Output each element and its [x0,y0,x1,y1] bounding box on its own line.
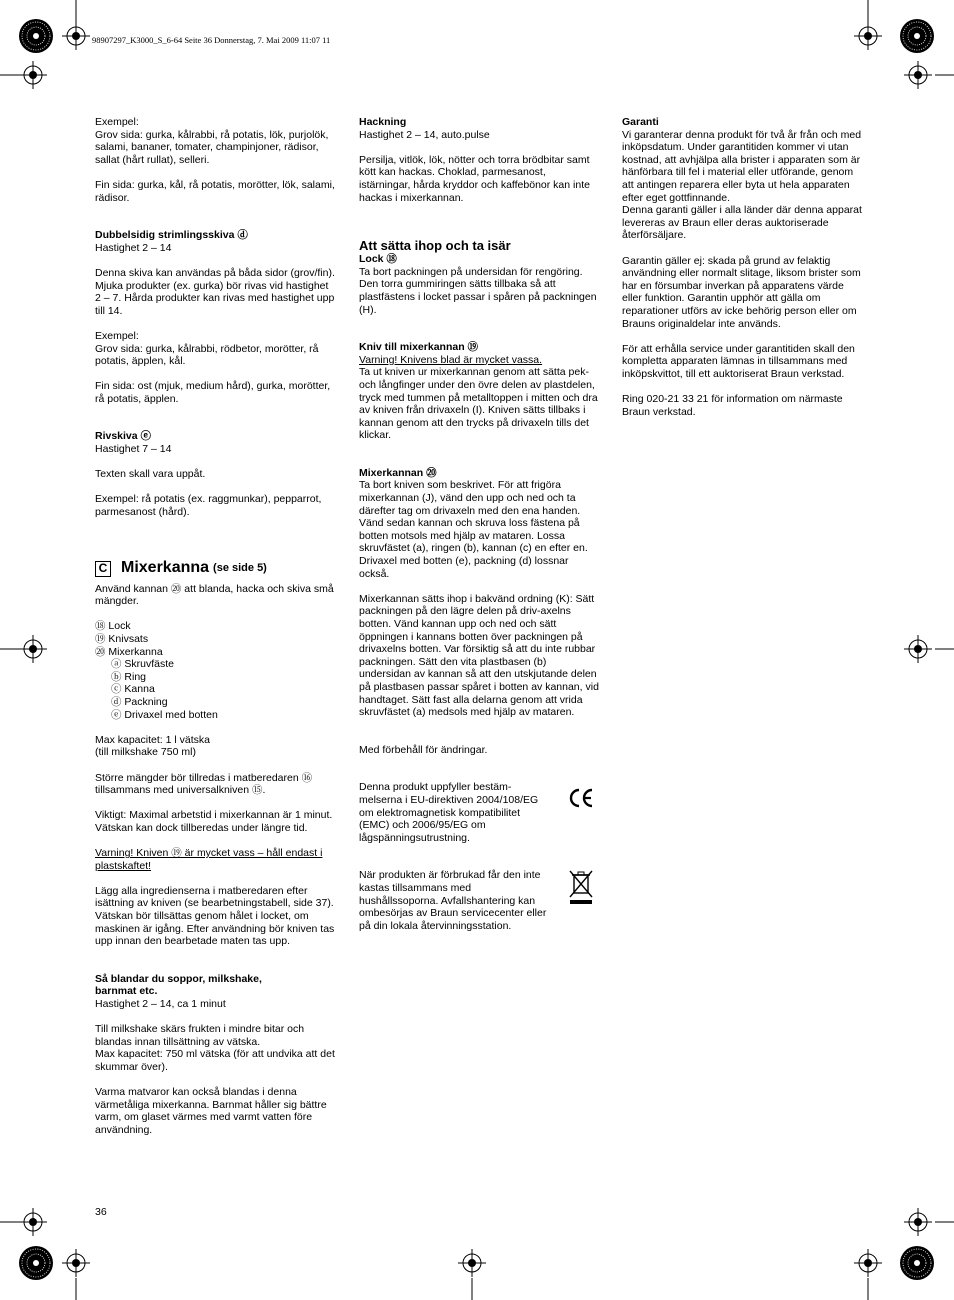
ce-mark-icon [567,787,599,813]
example-heading-2: Exempel: [95,329,139,342]
crossed-bin-icon [567,869,599,909]
section-letter-box: C [95,561,111,577]
warranty-text-5: Ring 020-21 33 21 för information om närmaste Braun verkstad. [622,393,843,418]
knife-warning: Varning! Kniven ⑲ är mycket vass – håll endast i plastskaftet! [95,847,323,872]
soups-speed: Hastighet 2 – 14, ca 1 minut [95,998,226,1011]
warranty-text-1: Vi garanterar denna produkt för två år från och med inköpsdatum. Under garantitiden kommer vi utan kostnad, att avhjälpa alla brister i apparaten som är hänförbara till fel i material eller utförande, genom att antingen reparera eller byta ut hela apparaten efter eget gottfinnande. [622,128,862,204]
lid-title: Lock ⑱ [359,253,397,266]
ingredients-text: Lägg alla ingredienserna i matberedaren efter isättning av kniven (se bearbetningstabell, side 37). Vätskan bör tillsättas genom hålet i locket, om maskinen är igång. Efter användning bör kniven tas upp innan den bearbetade maten tas upp. [95,884,335,948]
example-coarse: Grov sida: gurka, kålrabbi, rå potatis, lök, purjolök, salami, bananer, tomater, champinjoner, rädisor, sallat (hårt rullat), selleri. [95,128,329,166]
grater-title: Rivskiva ⓔ [95,430,152,443]
part-item: ⑳ Mixerkanna [95,645,163,658]
max-capacity: Max kapacitet: 1 l vätska [95,733,210,746]
subpart-item: ⓑ Ring [111,670,147,683]
grater-text: Texten skall vara uppåt. [95,468,206,481]
chopping-text: Persilja, vitlök, lök, nötter och torra brödbitar samt kött kan hackas. Choklad, parmesanost, istärningar, hårda kryddor och kaffebönor kan inte hackas i mixerkannan. [359,153,590,204]
warranty-text-3: Garantin gäller ej: skada på grund av felaktig användning eller normalt slitage, liksom brister som har en försumbar inverkan på apparatens värde eller funktion. Garantin upphör att gälla om reparationer utförs av icke behörig person eller om Brauns originaldelar inte används. [622,254,861,330]
section-c-heading [95,561,335,577]
example-heading: Exempel: [95,116,139,128]
warranty-text-2: Denna garanti gäller i alla länder där denna apparat levereras av Braun eller deras auktoriserade återförsäljare. [622,204,862,242]
double-disc-title: Dubbelsidig strimlingsskiva ⓓ [95,229,248,242]
example-fine: Fin sida: gurka, kål, rå potatis, morötter, lök, salami, rädisor. [95,178,335,204]
knife-text: Ta ut kniven ur mixerkannan genom att sätta pek- och långfinger under den övre delen av plastdelen, tryck med tummen på metalltoppen i mitten och dra av kniven från drivaxeln (I). Kniven sätts tillbaks i kannan genom att den trycks på drivaxeln tills det klickar. [359,366,598,442]
assembly-heading: Att sätta ihop och ta isär [359,238,511,254]
subpart-item: ⓐ Skruvfäste [111,658,175,671]
max-capacity-milkshake: (till milkshake 750 ml) [95,746,196,759]
jug-text: Ta bort kniven som beskrivet. För att frigöra mixerkannan (J), vänd den upp och ned och ta därefter tag om drivaxeln med den ena handen. Vänd sedan kannan och skruva loss fästena på botten motsols med hjälp av mataren. Lossa skruvfästet (a), ringen (b), kannan (c) en efter en. Drivaxel med botten (e), packning (d) lossnar också. [359,479,588,580]
blender-intro: Använd kannan ⑳ att blanda, hacka och skiva små mängder. [95,582,334,608]
ce-text: Denna produkt uppfyller bestäm-melserna i EU-direktiven 2004/108/EG om elektromagnetisk kompatibilitet (EMC) och 2006/95/EG om lågspänningsutrustning. [359,781,539,844]
example-fine-2: Fin sida: ost (mjuk, medium hård), gurka, morötter, rå potatis, äpplen. [95,380,331,405]
chopping-title: Hackning [359,116,407,128]
jug-assembly-text: Mixerkannan sätts ihop i bakvänd ordning (K): Sätt packningen på den lägre delen på driv-axelns botten. Vänd kannan upp och ned och sätt öppningen i kannans botten över packningen på drivaxelns botten. Var försiktig så att du inte rubbar packningen. Sätt den vita plastbasen (b) undersidan av kannan så att den utskjutande delen på plastbasen passar spåret i botten av kannan, vid handtaget. Sätt fast alla delarna genom att vrida skruvfästet (a) medsols med hjälp av mataren. [359,592,599,719]
parts-list [95,620,335,721]
reservation-note: Med förbehåll för ändringar. [359,743,488,756]
weee-notice [359,869,599,932]
example-coarse-2: Grov sida: gurka, kålrabbi, rödbetor, morötter, rå potatis, äpplen, kål. [95,342,319,368]
double-disc-text: Denna skiva kan användas på båda sidor (grov/fin). Mjuka produkter (ex. gurka) bör rivas vid hastighet 2 – 7. Hårda produkter kan rivas med hastighet upp till 14. [95,266,335,317]
chopping-speed: Hastighet 2 – 14, auto.pulse [359,128,490,141]
part-item: ⑲ Knivsats [95,633,149,645]
jug-title: Mixerkannan ⑳ [359,466,437,479]
warm-food-text: Varma matvaror kan också blandas i denna värmetåliga mixerkanna. Barnmat håller sig bättre varm, om glaset värmes med varmt vatten före användning. [95,1086,327,1136]
section-title: Mixerkanna [121,559,210,577]
milkshake-capacity: Max kapacitet: 750 ml vätska (för att undvika att det skummar över). [95,1048,335,1073]
ce-notice [359,781,599,844]
section-subtitle: (se side 5) [213,562,267,575]
column-left [95,116,335,1137]
part-item: ⑱ Lock [95,620,131,633]
print-slug-header: 98907297_K3000_S_6-64 Seite 36 Donnerstag, 7. Mai 2009 11:07 11 [92,35,331,45]
soups-title: Så blandar du soppor, milkshake, barnmat etc. [95,972,262,998]
grater-speed: Hastighet 7 – 14 [95,443,172,456]
column-middle [359,116,599,932]
weee-text: När produkten är förbrukad får den inte kastas tillsammans med hushållssoporna. Avfallshantering kan ombesörjas av Braun servicecenter eller på din lokala återvinningsstation. [359,869,547,932]
double-disc-speed: Hastighet 2 – 14 [95,241,172,254]
larger-amounts: Större mängder bör tillredas i matberedaren ⑯ tillsammans med universalkniven ⑮. [95,771,313,797]
knife-blade-warning: Varning! Knivens blad är mycket vassa. [359,353,543,366]
subpart-item: ⓒ Kanna [111,683,155,696]
column-right [622,116,862,418]
subpart-item: ⓔ Drivaxel med botten [111,708,218,721]
page-number: 36 [95,1206,107,1218]
warranty-text-4: För att erhålla service under garantitiden skall den kompletta apparaten lämnas in tillsammans med inköpskvittot, till ett auktoriserat Braun verkstad. [622,342,855,380]
important-note: Viktigt: Maximal arbetstid i mixerkannan är 1 minut. Vätskan kan dock tillberedas under längre tid. [95,809,333,834]
warranty-title: Garanti [622,116,659,128]
subpart-item: ⓓ Packning [111,695,168,708]
milkshake-text: Till milkshake skärs frukten i mindre bitar och blandas innan tillsättning av vätska. [95,1023,305,1048]
grater-example: Exempel: rå potatis (ex. raggmunkar), pepparrot, parmesanost (hård). [95,493,322,519]
knife-title: Kniv till mixerkannan ⑲ [359,341,479,354]
lid-text: Ta bort packningen på undersidan för rengöring. Den torra gummiringen sätts tillbaka så att plastfästens i locket passar i spåren på packningen (H). [359,265,597,316]
